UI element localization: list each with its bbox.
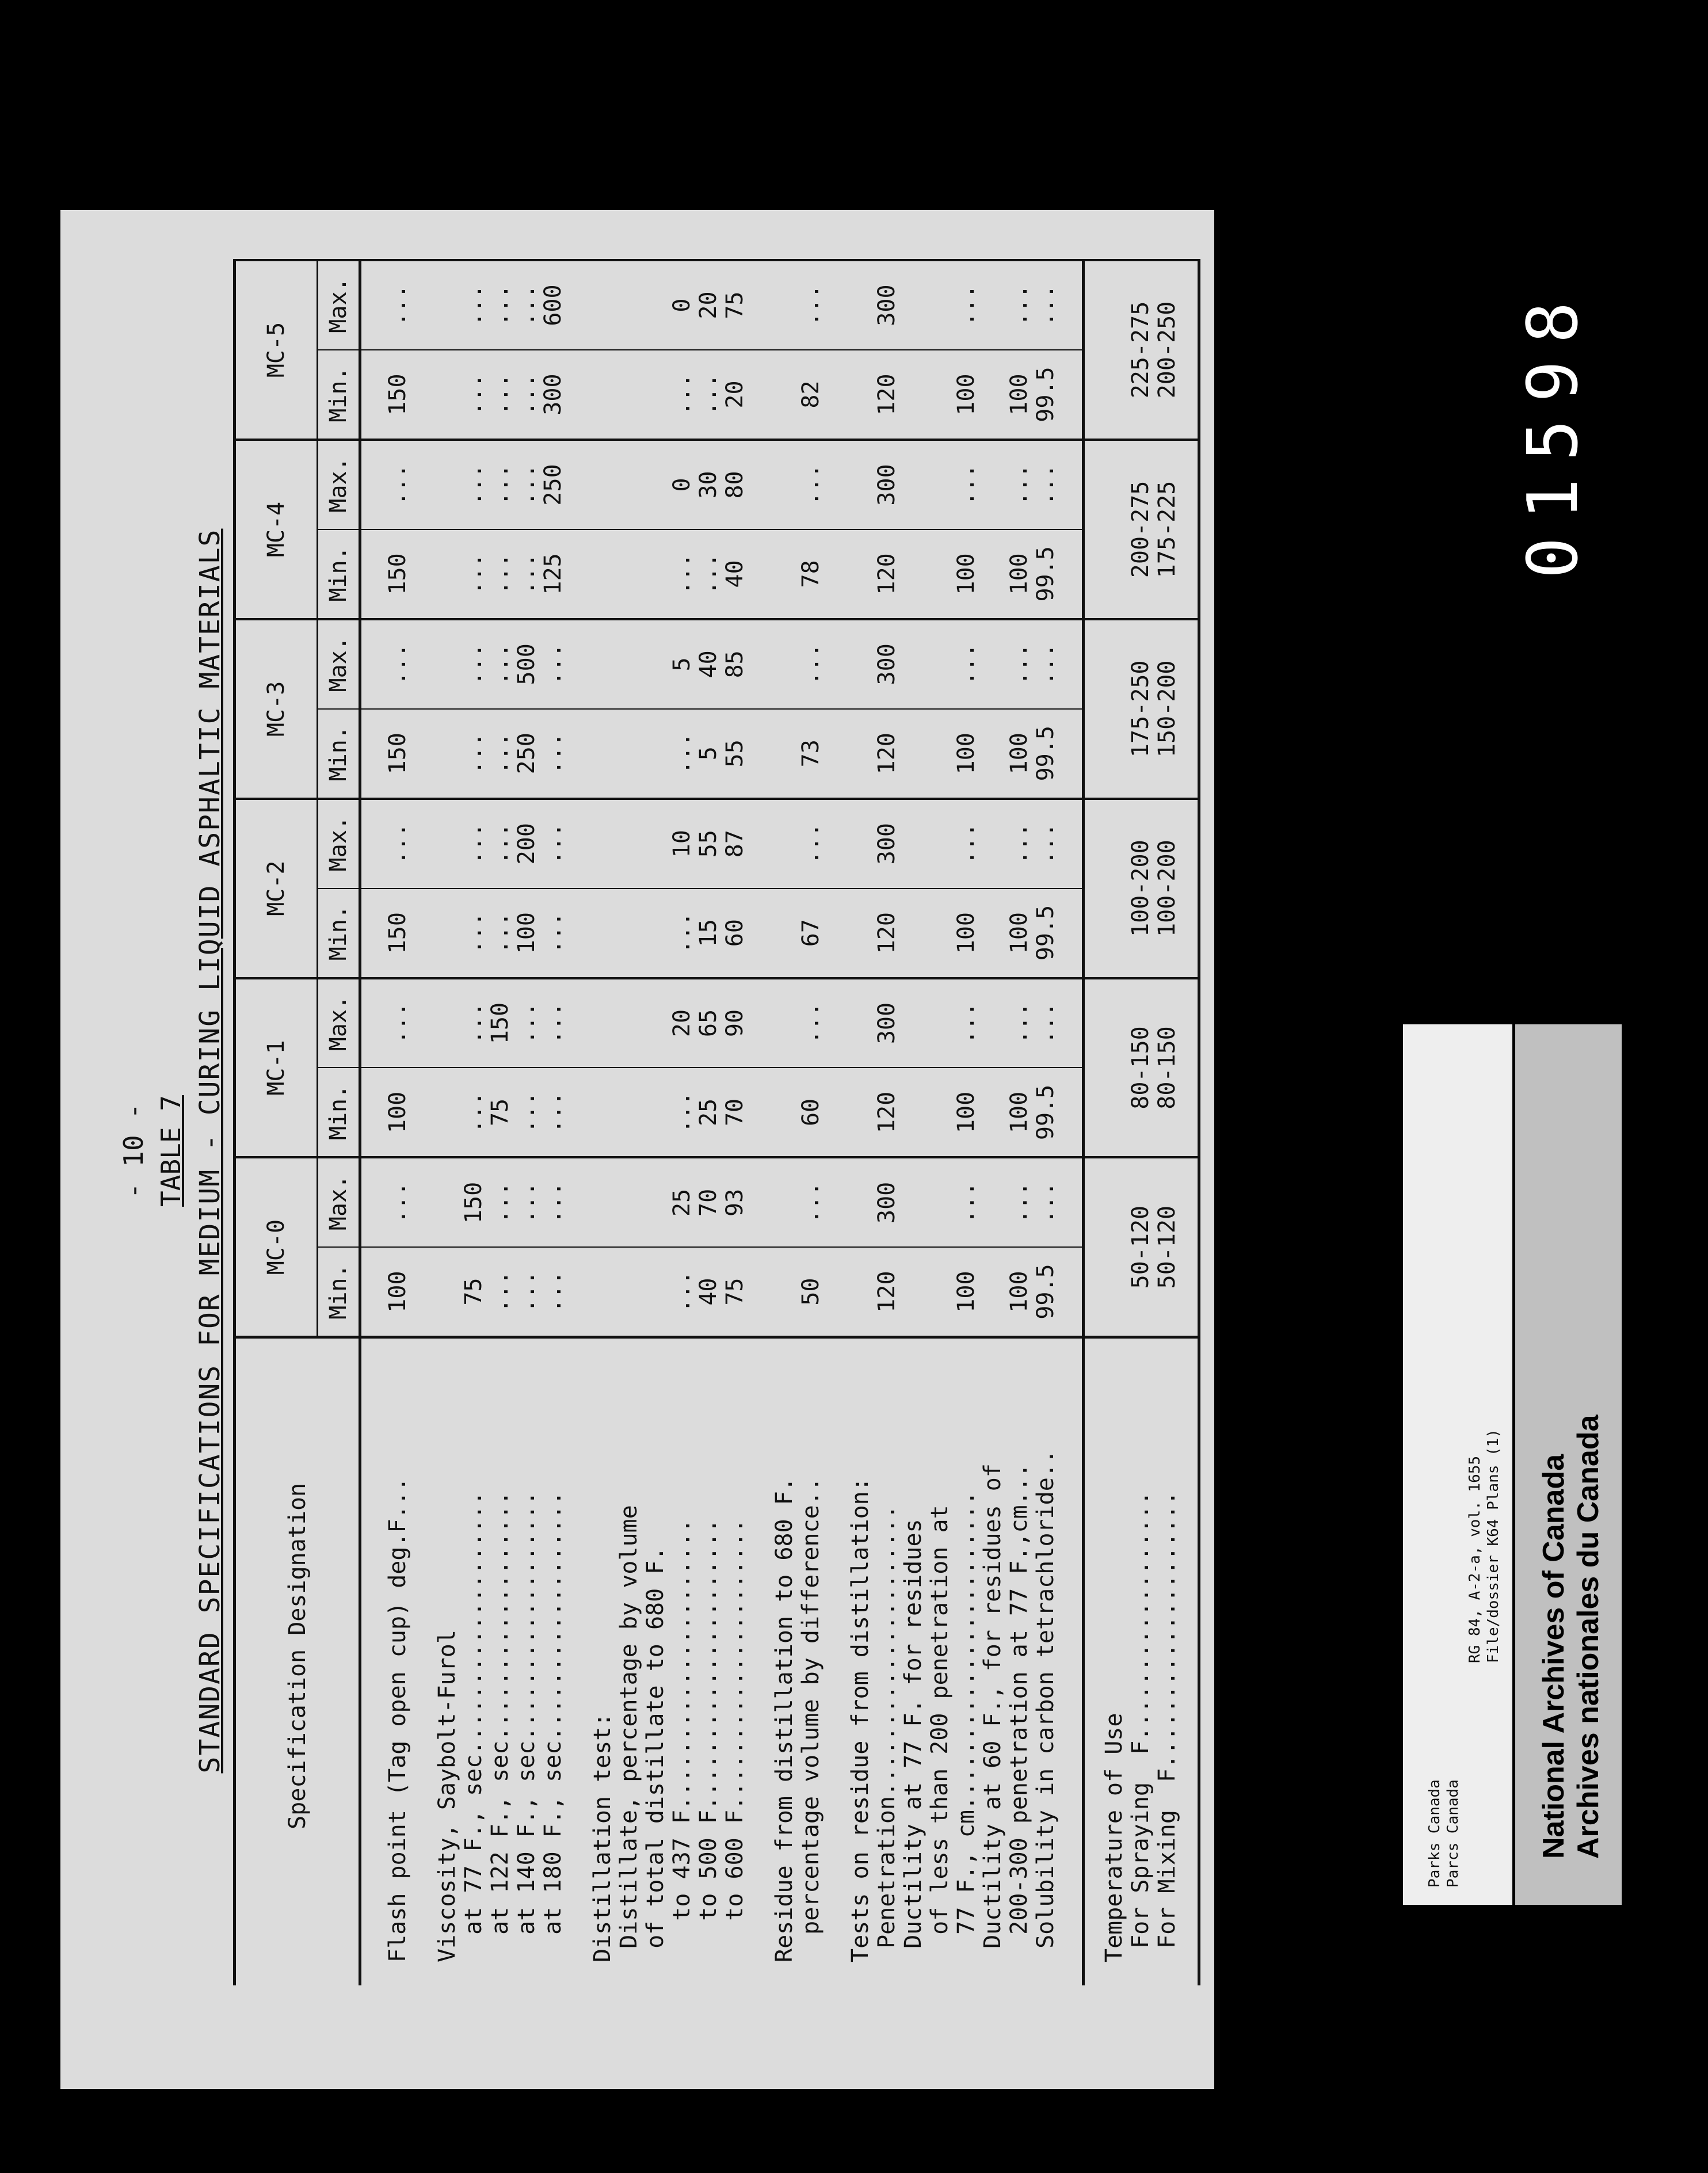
table-cell: 300 ... ... ... [824,440,1084,529]
table-cell: ... 150 ... ... [411,978,566,1068]
table-cell: 60 [748,1068,824,1158]
table-cell: ... ... ... 125 [411,529,566,619]
table-cell: ... 40 75 [566,1247,748,1337]
table-cell: 150 [360,709,411,799]
table-cell: ... 15 60 [566,889,748,978]
grade-header-mc3: MC-3 [235,619,318,799]
table-cell: 20 65 90 [566,978,748,1068]
table-cell: ... ... 200 ... [411,799,566,889]
table-cell: ... [748,1157,824,1247]
min-header: Min. [318,889,360,978]
table-cell: ... [360,978,411,1068]
table-cell: 120 100 100 99.5 [824,1068,1084,1158]
table-cell: 120 100 100 99.5 [824,889,1084,978]
table-cell: ... ... 250 ... [411,709,566,799]
table-cell: 73 [748,709,824,799]
row-description: Viscosity, Saybolt-Furol at 77 F., sec................... at 122 F., sec.................. at 140 F., sec.................. at 180 F., sec.................. [411,1337,566,1985]
table-row-distillation [566,260,748,1985]
table-cell: 150 [360,529,411,619]
table-cell: 50 [748,1247,824,1337]
table-row-tests-on-residue [824,260,1084,1985]
min-header: Min. [318,350,360,440]
table-cell: ... [360,440,411,529]
table-title: STANDARD SPECIFICATIONS FOR MEDIUM - CURING LIQUID ASPHALTIC MATERIALS [194,528,226,1774]
table-cell: 120 100 100 99.5 [824,529,1084,619]
table-cell: 150 [360,889,411,978]
table-cell: 200-275 175-225 [1084,440,1199,619]
table-cell: 5 40 85 [566,619,748,709]
agency-name-en: Parks Canada [1426,1779,1443,1888]
table-cell: 120 100 100 99.5 [824,709,1084,799]
table-cell: ... 75 ... ... [411,1068,566,1158]
table-cell: 0 20 75 [566,260,748,350]
table-cell: 100 [360,1068,411,1158]
specification-table [233,259,1200,1985]
table-cell: 67 [748,889,824,978]
grade-header-mc5: MC-5 [235,260,318,440]
row-description: Distillation test: Distillate, percentage by volume of total distillate to 680 F. to 437 F..................... to 500 F..................... to 600 F..................... [566,1337,748,1985]
grade-header-mc1: MC-1 [235,978,318,1158]
table-cell: ... [360,1157,411,1247]
max-header: Max. [318,440,360,529]
table-cell: ... [748,440,824,529]
table-cell: 75 ... ... ... [411,1247,566,1337]
table-cell: ... [360,260,411,350]
min-header: Min. [318,1247,360,1337]
min-header: Min. [318,1068,360,1158]
table-cell: 150 [360,350,411,440]
table-row-viscosity [411,260,566,1985]
min-header: Min. [318,529,360,619]
table-cell: 120 100 100 99.5 [824,1247,1084,1337]
table-number: TABLE 7 [155,1095,186,1207]
table-row-residue [748,260,824,1985]
table-cell: ... [748,978,824,1068]
document-content [60,210,1214,2089]
table-cell: 150 ... ... ... [411,1157,566,1247]
archives-name-fr: Archives nationales du Canada [1572,1415,1605,1859]
table-cell: 50-120 50-120 [1084,1157,1199,1337]
max-header: Max. [318,1157,360,1247]
frame-number-text: 01598 [1513,284,1593,579]
min-header: Min. [318,709,360,799]
agency-name-fr: Parcs Canada [1444,1779,1462,1888]
table-cell: 300 ... ... ... [824,978,1084,1068]
table-cell: 300 ... ... ... [824,1157,1084,1247]
table-cell: ... [748,260,824,350]
spec-designation-header: Specification Designation [235,1337,360,1985]
table-cell: 82 [748,350,824,440]
row-description: Flash point (Tag open cup) deg.F... [360,1337,411,1985]
table-cell: ... [360,799,411,889]
grade-header-mc4: MC-4 [235,440,318,619]
file-reference: File/dossier K64 Plans (1) [1485,1429,1502,1663]
table-cell: ... ... 40 [566,529,748,619]
table-cell: ... ... ... 300 [411,350,566,440]
table-cell: 100-200 100-200 [1084,799,1199,978]
grade-header-mc2: MC-2 [235,799,318,978]
max-header: Max. [318,260,360,350]
table-cell: 175-250 150-200 [1084,619,1199,799]
table-cell: 120 100 100 99.5 [824,350,1084,440]
table-cell: ... ... ... 250 [411,440,566,529]
table-cell: ... ... 100 ... [411,889,566,978]
table-cell: ... ... 500 ... [411,619,566,709]
table-cell: 25 70 93 [566,1157,748,1247]
table-cell: 10 55 87 [566,799,748,889]
max-header: Max. [318,799,360,889]
document-sheet [60,210,1214,2089]
table-row-flash-point [360,260,411,1985]
max-header: Max. [318,619,360,709]
table-cell: ... [360,619,411,709]
table-cell: 100 [360,1247,411,1337]
row-description: Temperature of Use For Spraying F.................. For Mixing F.................... [1084,1337,1199,1985]
table-cell: 78 [748,529,824,619]
table-cell: 300 ... ... ... [824,799,1084,889]
table-cell: 0 30 80 [566,440,748,529]
table-cell: 300 ... ... ... [824,619,1084,709]
table-cell: ... [748,619,824,709]
max-header: Max. [318,978,360,1068]
table-cell: ... 25 70 [566,1068,748,1158]
page-number: - 10 - [118,1103,149,1199]
table-cell: 300 ... ... ... [824,260,1084,350]
archive-label-content [1403,1024,1622,1905]
table-cell: ... ... 20 [566,350,748,440]
row-description: Residue from distillation to 680 F. percentage volume by difference.. [748,1337,824,1985]
table-cell: ... ... ... 600 [411,260,566,350]
record-group-reference: RG 84, A-2-a, vol. 1655 [1466,1455,1484,1663]
table-cell: ... [748,799,824,889]
table-cell: 225-275 200-250 [1084,260,1199,440]
table-cell: 80-150 80-150 [1084,978,1199,1158]
grade-header-mc0: MC-0 [235,1157,318,1337]
archive-label [1403,1024,1622,1905]
microfilm-frame-number [1513,196,1593,668]
archives-name-en: National Archives of Canada [1537,1454,1570,1859]
row-description: Tests on residue from distillation: Penetration..................... Ductility at 77 F. for residues of less than 200 penetration at 77 F., cm....................... Ductility at 60 F., for residues of 200-300 penetration at 77 F.,cm... Solubility in carbon tetrachloride.. [824,1337,1084,1985]
table-row-temperature-of-use [1084,260,1199,1985]
table-cell: ... 5 55 [566,709,748,799]
